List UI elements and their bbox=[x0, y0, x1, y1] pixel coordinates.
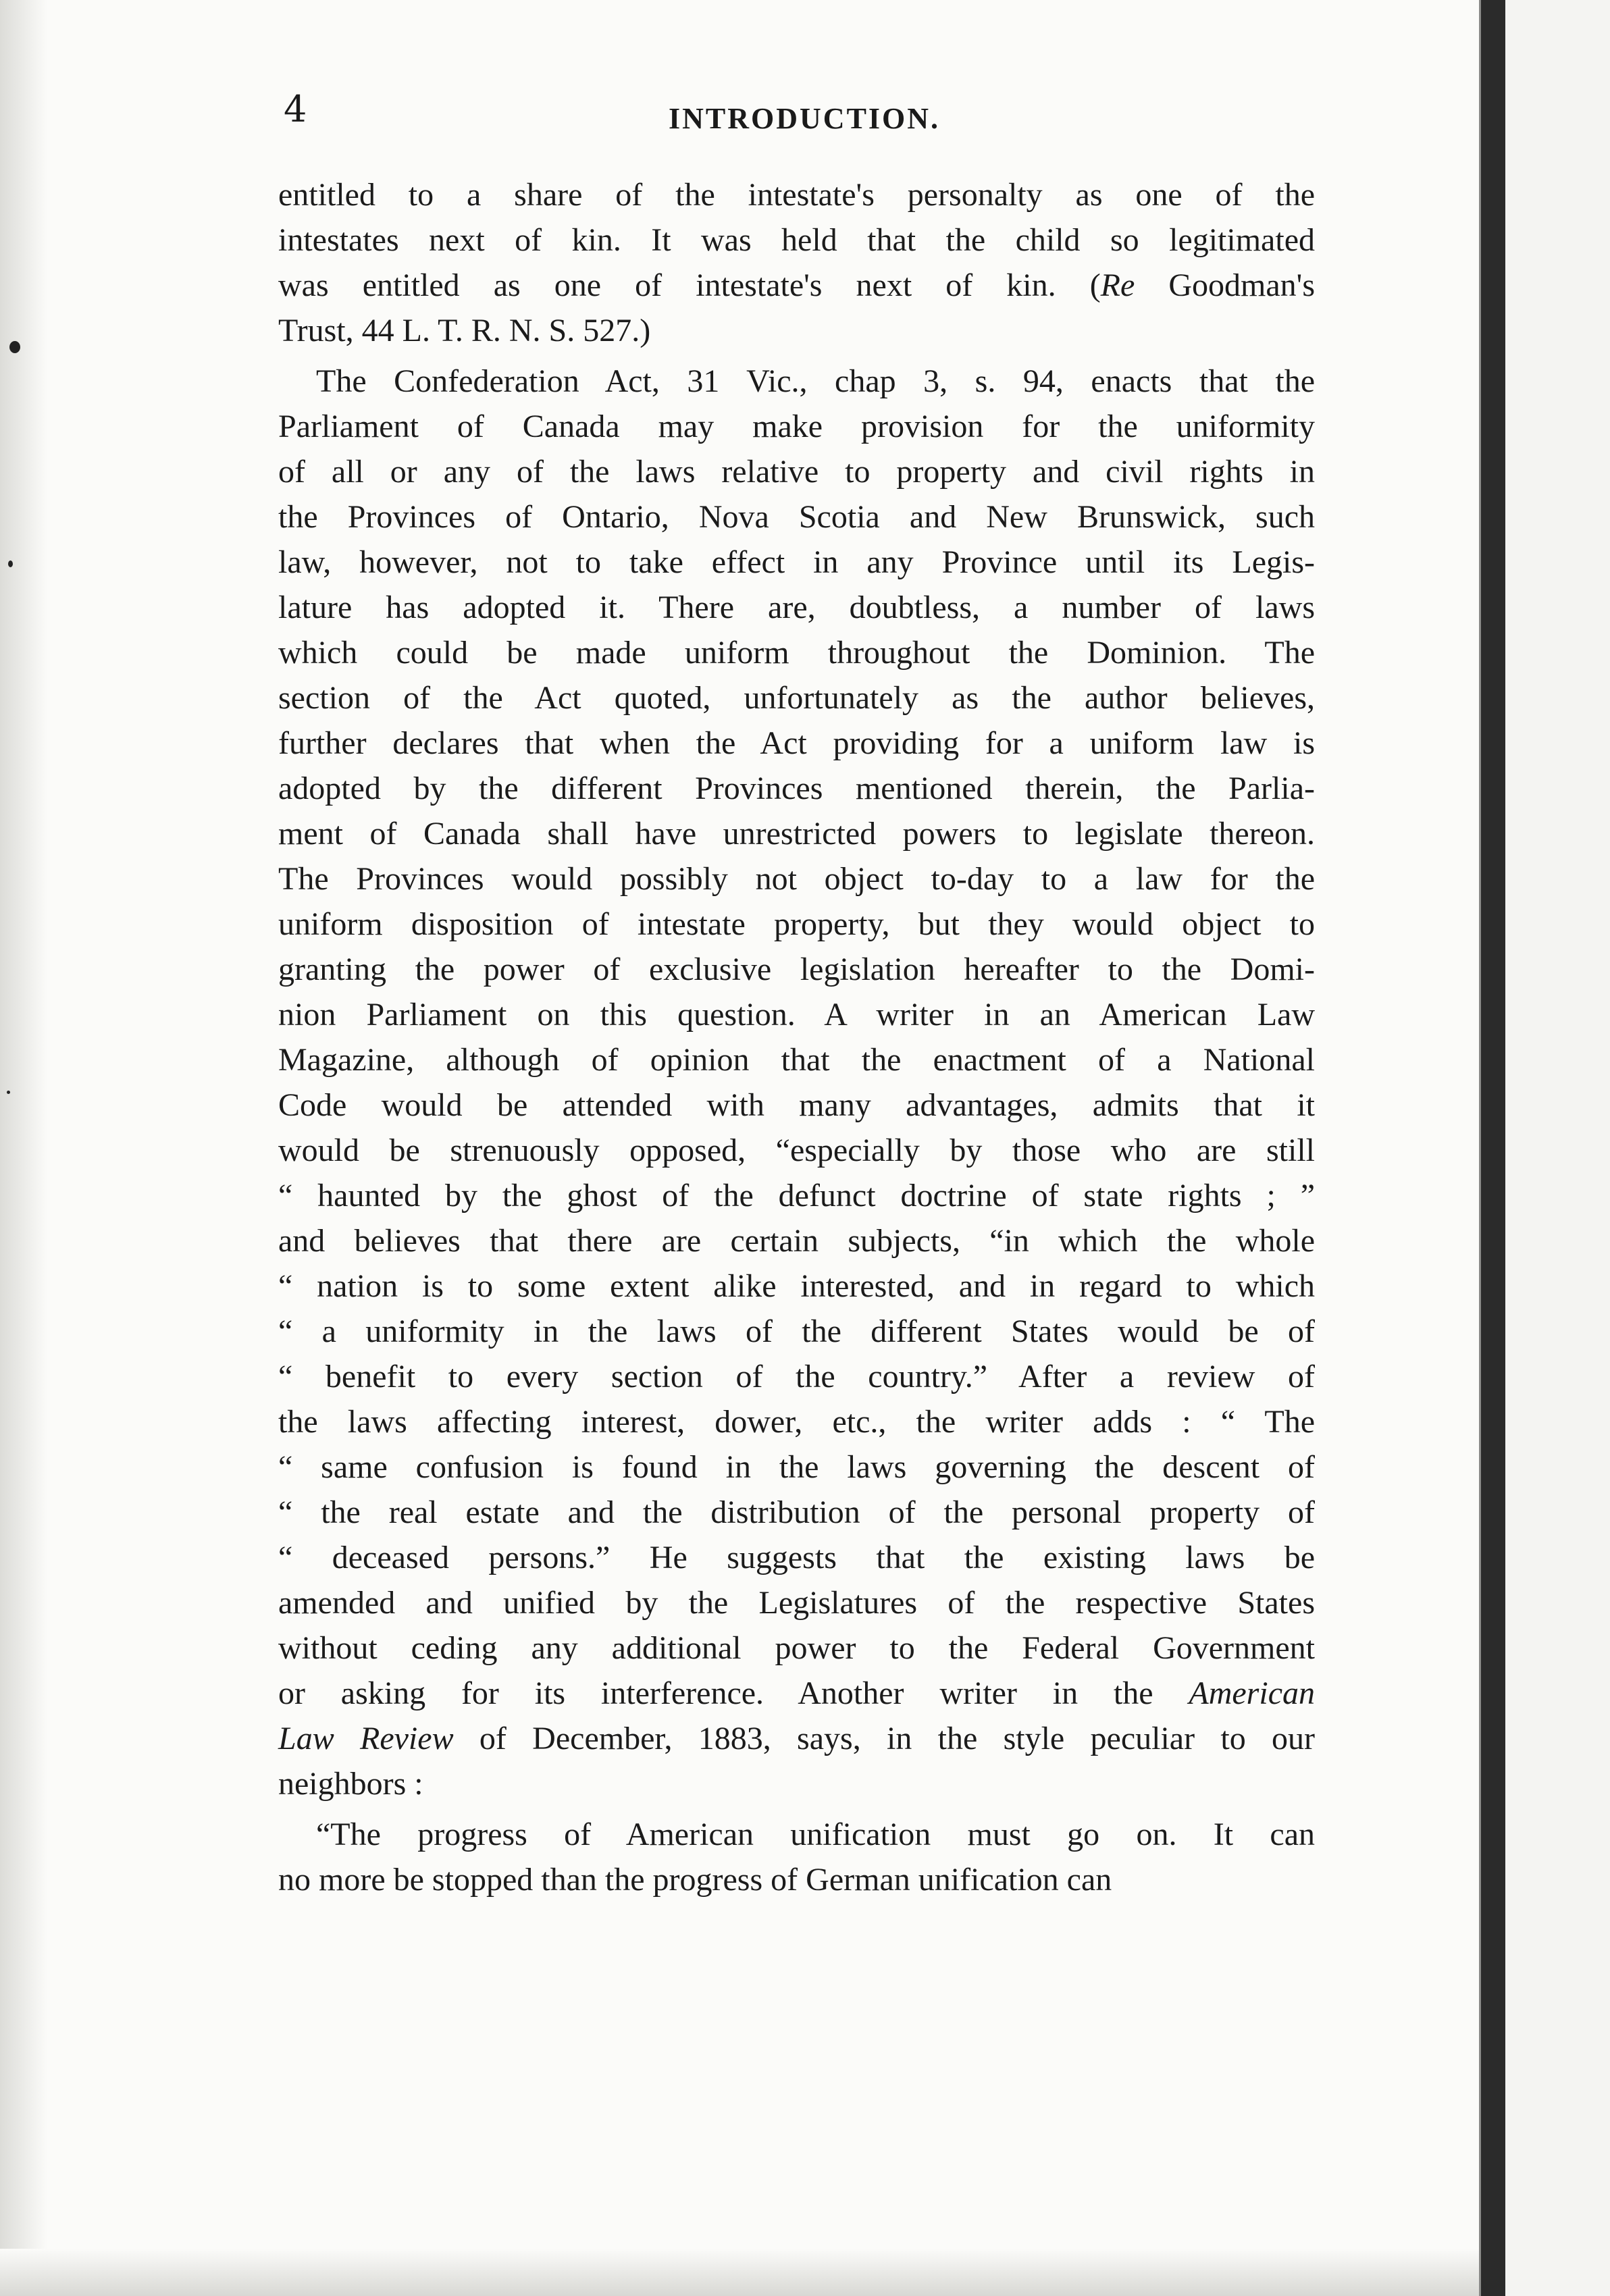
page-number: 4 bbox=[284, 88, 307, 130]
bottom-margin-shadow bbox=[0, 2249, 1610, 2296]
margin-speck bbox=[7, 1091, 10, 1094]
italic-run: Re bbox=[1100, 267, 1135, 303]
text-line: Magazine, although of opinion that the enactment of a National bbox=[278, 1042, 1315, 1078]
text-line: the Provinces of Ontario, Nova Scotia and New Brunswick, such bbox=[278, 499, 1315, 535]
text-line: “ same confusion is found in the laws governing the descent of bbox=[278, 1449, 1315, 1485]
text-line: of all or any of the laws relative to property and civil rights in bbox=[278, 454, 1315, 490]
italic-run: Law Review bbox=[278, 1721, 454, 1756]
text-line: or asking for its interference. Another writer in the American bbox=[278, 1675, 1315, 1711]
running-head: INTRODUCTION. bbox=[669, 102, 941, 135]
text-line: Trust, 44 L. T. R. N. S. 527.) bbox=[278, 313, 651, 348]
text-line: Parliament of Canada may make provision for the uniformity bbox=[278, 409, 1315, 444]
text-line: “ haunted by the ghost of the defunct doctrine of state rights ; ” bbox=[278, 1178, 1315, 1214]
margin-speck bbox=[9, 341, 20, 353]
text-line: which could be made uniform throughout the Dominion. The bbox=[278, 635, 1315, 671]
text-line: “ deceased persons.” He suggests that the existing laws be bbox=[278, 1540, 1315, 1575]
text-line: intestates next of kin. It was held that the child so legitimated bbox=[278, 222, 1315, 258]
paragraph bbox=[278, 1812, 1315, 1902]
italic-run: American bbox=[1189, 1675, 1315, 1711]
text-line: section of the Act quoted, unfortunately as the author believes, bbox=[278, 680, 1315, 716]
margin-speck bbox=[8, 560, 13, 567]
text-line: no more be stopped than the progress of German unification can bbox=[278, 1862, 1112, 1898]
text-line: the laws affecting interest, dower, etc., the writer adds : “ The bbox=[278, 1404, 1315, 1440]
text-line: “ the real estate and the distribution of the personal property of bbox=[278, 1494, 1315, 1530]
text-line: “ nation is to some extent alike interested, and in regard to which bbox=[278, 1268, 1315, 1304]
text-line: amended and unified by the Legislatures of the respective States bbox=[278, 1585, 1315, 1621]
text-line: ment of Canada shall have unrestricted powers to legislate thereon. bbox=[278, 816, 1315, 852]
text-line: “ a uniformity in the laws of the different States would be of bbox=[278, 1313, 1315, 1349]
paragraph bbox=[278, 359, 1315, 1806]
left-margin-shadow bbox=[0, 0, 47, 2296]
page-edge-bar bbox=[1481, 0, 1505, 2296]
text-line: Law Review of December, 1883, says, in the style peculiar to our bbox=[278, 1721, 1316, 1756]
paragraph bbox=[278, 172, 1315, 353]
text-line: “The progress of American unification must go on. It can bbox=[316, 1817, 1315, 1852]
adjacent-page-strip bbox=[1505, 0, 1610, 2296]
text-line: would be strenuously opposed, “especially by those who are still bbox=[278, 1132, 1315, 1168]
text-line: neighbors : bbox=[278, 1766, 423, 1802]
text-line: lature has adopted it. There are, doubtless, a number of laws bbox=[278, 590, 1315, 625]
text-line: and believes that there are certain subjects, “in which the whole bbox=[278, 1223, 1315, 1259]
body-text bbox=[278, 172, 1315, 1908]
text-line: adopted by the different Provinces mentioned therein, the Parlia- bbox=[278, 771, 1315, 806]
text-line: “ benefit to every section of the country.” After a review of bbox=[278, 1359, 1315, 1394]
text-line: without ceding any additional power to the Federal Government bbox=[278, 1630, 1315, 1666]
text-line: granting the power of exclusive legislation hereafter to the Domi- bbox=[278, 951, 1315, 987]
text-line: law, however, not to take effect in any Province until its Legis- bbox=[278, 544, 1315, 580]
text-line: entitled to a share of the intestate's personalty as one of the bbox=[278, 177, 1315, 213]
text-line: further declares that when the Act providing for a uniform law is bbox=[278, 725, 1315, 761]
text-line: nion Parliament on this question. A writer in an American Law bbox=[278, 997, 1315, 1033]
text-line: The Confederation Act, 31 Vic., chap 3, s. 94, enacts that the bbox=[316, 363, 1315, 399]
text-line: uniform disposition of intestate property, but they would object to bbox=[278, 906, 1315, 942]
text-line: Code would be attended with many advantages, admits that it bbox=[278, 1087, 1315, 1123]
text-line: The Provinces would possibly not object to-day to a law for the bbox=[278, 861, 1315, 897]
text-line: was entitled as one of intestate's next of kin. (Re Goodman's bbox=[278, 267, 1315, 303]
